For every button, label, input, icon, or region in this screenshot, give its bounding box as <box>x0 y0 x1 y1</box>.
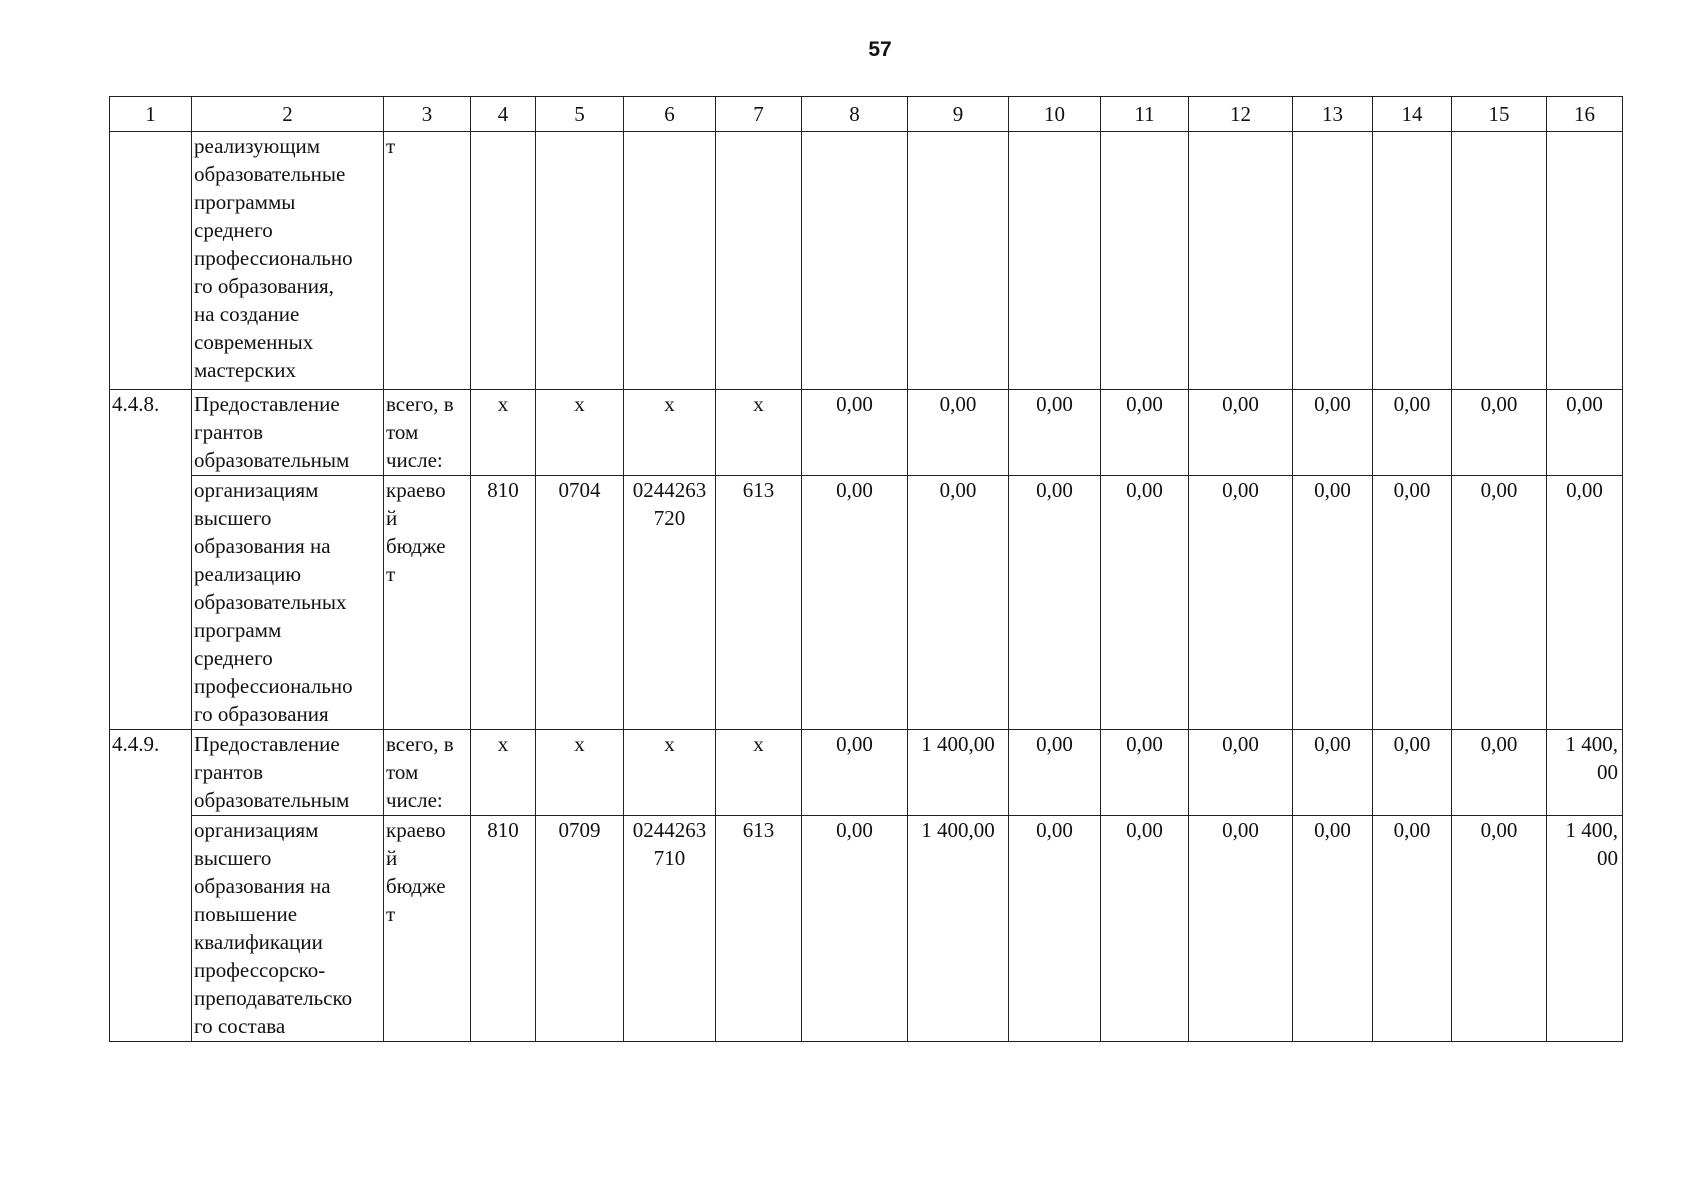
cell-col15: 0,00 <box>1452 816 1547 1042</box>
header-cell-8: 8 <box>802 97 908 132</box>
cell-col12: 0,00 <box>1189 390 1293 476</box>
table-row <box>110 816 1623 1042</box>
table-row <box>110 132 1623 390</box>
cell-col9: 0,00 <box>908 390 1009 476</box>
header-cell-2: 2 <box>192 97 384 132</box>
cell-col6: х <box>624 390 716 476</box>
cell-col10: 0,00 <box>1009 730 1101 816</box>
cell-col9: 0,00 <box>908 476 1009 730</box>
cell-col16: 0,00 <box>1547 476 1623 730</box>
cell-col16 <box>1547 132 1623 390</box>
cell-col4: 810 <box>471 476 536 730</box>
header-cell-9: 9 <box>908 97 1009 132</box>
cell-col14 <box>1373 132 1452 390</box>
cell-col10 <box>1009 132 1101 390</box>
source-cell: всего, в том числе: <box>384 390 471 476</box>
cell-col11: 0,00 <box>1101 730 1189 816</box>
cell-col11: 0,00 <box>1101 390 1189 476</box>
cell-col11 <box>1101 132 1189 390</box>
cell-col12: 0,00 <box>1189 476 1293 730</box>
table-row <box>110 390 1623 476</box>
cell-col7: 613 <box>716 476 802 730</box>
cell-col11: 0,00 <box>1101 476 1189 730</box>
cell-col7 <box>716 132 802 390</box>
source-cell: т <box>384 132 471 390</box>
cell-col5: 0704 <box>536 476 624 730</box>
header-cell-6: 6 <box>624 97 716 132</box>
description-cell: Предоставление грантов образовательным <box>192 730 384 816</box>
cell-col11: 0,00 <box>1101 816 1189 1042</box>
cell-col10: 0,00 <box>1009 390 1101 476</box>
cell-col15: 0,00 <box>1452 730 1547 816</box>
budget-table-wrapper <box>109 96 1622 1042</box>
cell-col6: 0244263 710 <box>624 816 716 1042</box>
cell-col7: 613 <box>716 816 802 1042</box>
cell-col9: 1 400,00 <box>908 730 1009 816</box>
description-cell: реализующим образовательные программы среднего профессионально го образования, на создание современных мастерских <box>192 132 384 390</box>
cell-col8: 0,00 <box>802 730 908 816</box>
cell-col5: х <box>536 730 624 816</box>
cell-col4: х <box>471 390 536 476</box>
row-number-cell: 4.4.8. <box>110 390 192 730</box>
description-cell: Предоставление грантов образовательным <box>192 390 384 476</box>
header-cell-7: 7 <box>716 97 802 132</box>
cell-col13: 0,00 <box>1293 730 1373 816</box>
cell-col14: 0,00 <box>1373 816 1452 1042</box>
table-row <box>110 730 1623 816</box>
cell-col7: х <box>716 730 802 816</box>
row-number-cell: 4.4.9. <box>110 730 192 1042</box>
cell-col9 <box>908 132 1009 390</box>
description-cell: организациям высшего образования на повышение квалификации профессорско- преподавательско го состава <box>192 816 384 1042</box>
cell-col10: 0,00 <box>1009 816 1101 1042</box>
cell-col8 <box>802 132 908 390</box>
header-cell-1: 1 <box>110 97 192 132</box>
source-cell: краево й бюдже т <box>384 816 471 1042</box>
cell-col6: 0244263 720 <box>624 476 716 730</box>
cell-col13: 0,00 <box>1293 390 1373 476</box>
cell-col4: 810 <box>471 816 536 1042</box>
cell-col16: 0,00 <box>1547 390 1623 476</box>
cell-col13: 0,00 <box>1293 476 1373 730</box>
cell-col4 <box>471 132 536 390</box>
cell-col5: х <box>536 390 624 476</box>
cell-col5: 0709 <box>536 816 624 1042</box>
cell-col8: 0,00 <box>802 390 908 476</box>
header-cell-3: 3 <box>384 97 471 132</box>
cell-col12: 0,00 <box>1189 730 1293 816</box>
cell-col13: 0,00 <box>1293 816 1373 1042</box>
cell-col16: 1 400, 00 <box>1547 816 1623 1042</box>
header-cell-15: 15 <box>1452 97 1547 132</box>
cell-col7: х <box>716 390 802 476</box>
cell-col15 <box>1452 132 1547 390</box>
source-cell: всего, в том числе: <box>384 730 471 816</box>
header-cell-14: 14 <box>1373 97 1452 132</box>
cell-col14: 0,00 <box>1373 476 1452 730</box>
cell-col8: 0,00 <box>802 816 908 1042</box>
cell-col14: 0,00 <box>1373 390 1452 476</box>
page-number: 57 <box>868 38 892 61</box>
cell-col5 <box>536 132 624 390</box>
header-cell-13: 13 <box>1293 97 1373 132</box>
table-row <box>110 476 1623 730</box>
cell-col15: 0,00 <box>1452 476 1547 730</box>
header-cell-10: 10 <box>1009 97 1101 132</box>
source-cell: краево й бюдже т <box>384 476 471 730</box>
cell-col9: 1 400,00 <box>908 816 1009 1042</box>
row-number-cell <box>110 132 192 390</box>
header-row <box>110 97 1623 132</box>
cell-col10: 0,00 <box>1009 476 1101 730</box>
budget-table <box>109 96 1623 1042</box>
header-cell-11: 11 <box>1101 97 1189 132</box>
cell-col15: 0,00 <box>1452 390 1547 476</box>
cell-col16: 1 400, 00 <box>1547 730 1623 816</box>
cell-col13 <box>1293 132 1373 390</box>
cell-col4: х <box>471 730 536 816</box>
cell-col6: х <box>624 730 716 816</box>
header-cell-12: 12 <box>1189 97 1293 132</box>
cell-col8: 0,00 <box>802 476 908 730</box>
cell-col12: 0,00 <box>1189 816 1293 1042</box>
header-cell-4: 4 <box>471 97 536 132</box>
header-cell-5: 5 <box>536 97 624 132</box>
cell-col6 <box>624 132 716 390</box>
description-cell: организациям высшего образования на реализацию образовательных программ среднего профессионально го образования <box>192 476 384 730</box>
cell-col12 <box>1189 132 1293 390</box>
cell-col14: 0,00 <box>1373 730 1452 816</box>
header-cell-16: 16 <box>1547 97 1623 132</box>
